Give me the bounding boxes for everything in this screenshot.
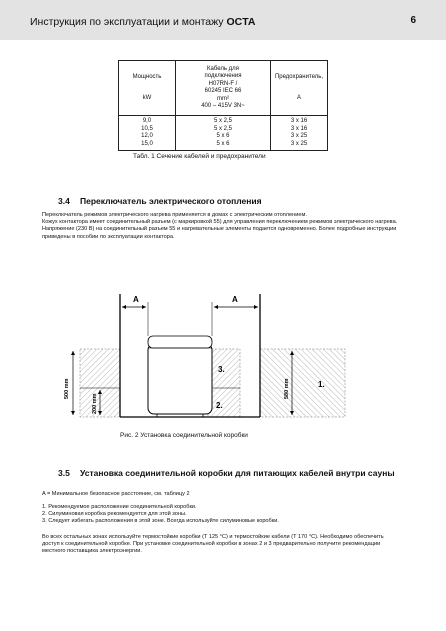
header-cable-line: 400 – 415V 3N~ (201, 103, 245, 109)
header-cable-line: Кабель для (207, 65, 239, 72)
fuse-value: 3 x 25 (290, 133, 308, 139)
arrow-head (71, 411, 75, 415)
header-fuse-unit: A (296, 95, 301, 101)
zone-1-label: 1. (318, 380, 325, 389)
section-heading: Переключатель электрического отопления (80, 196, 262, 206)
section-title (58, 468, 395, 478)
page-number: 6 (410, 15, 416, 26)
fuse-value: 3 x 25 (290, 140, 308, 147)
table-row (119, 116, 328, 151)
cable-value: 5 x 2,5 (213, 125, 232, 132)
header-fuse-cell (271, 61, 328, 116)
zone-hatch-right (208, 349, 240, 417)
arrow-head (214, 305, 218, 309)
dimension-580-label: 580 mm (284, 378, 290, 399)
table-caption: Табл. 1 Сечение кабелей и предохранители (133, 153, 266, 160)
header-title (30, 16, 255, 28)
header-cable-cell (176, 61, 271, 116)
section-heading: Установка соединительной коробки для питающих кабелей внутри сауны (80, 468, 395, 478)
paragraph: Кожух контактора имеет соединительный разъем (с маркировкой 55) для управления переключением режимов электрического нагрева. (42, 219, 398, 226)
page-header (0, 0, 446, 40)
section-body (42, 212, 402, 241)
header-power-label: Мощность (132, 73, 162, 80)
table-header-row (119, 61, 328, 116)
header-fuse-label: Предохранитель, (274, 73, 324, 80)
header-power-unit: kW (142, 95, 152, 101)
power-value: 12,0 (141, 133, 153, 139)
arrow-head (254, 305, 258, 309)
zone-hatch-wall (260, 349, 345, 417)
arrow-head (71, 351, 75, 355)
header-brand: OCTA (226, 16, 256, 28)
power-value: 9,0 (142, 118, 152, 124)
dimension-200-label: 200 mm (92, 393, 98, 414)
heater-top (148, 336, 212, 348)
cable-value: 5 x 6 (216, 133, 230, 139)
section-title (58, 196, 262, 206)
arrow-head (142, 305, 146, 309)
note-a: A = Минимальное безопасное расстояние, см. таблицу 2 (42, 491, 190, 497)
zone-3-label: 3. (218, 365, 225, 374)
section-number: 3.5 (58, 468, 70, 478)
dimension-a-right-label: A (232, 295, 238, 304)
dimension-a-left-label: A (133, 295, 139, 304)
cable-value: 5 x 6 (216, 140, 230, 147)
power-values (119, 116, 176, 151)
list-item: 3. Следует избегать расположения в этой зоне. Всегда используйте силуминовые коробки. (42, 518, 279, 525)
header-power-cell (119, 61, 176, 116)
fuse-value: 3 x 16 (290, 118, 308, 124)
arrow-head (122, 305, 126, 309)
cable-value: 5 x 2,5 (213, 118, 232, 124)
zone-2-label: 2. (216, 401, 223, 410)
power-value: 15,0 (141, 140, 153, 147)
section-number: 3.4 (58, 196, 70, 206)
power-value: 10,5 (141, 125, 153, 132)
cable-table (118, 60, 328, 151)
list-item: 1. Рекомендуемое расположение соединительной коробки. (42, 504, 197, 510)
dimension-500-label: 500 mm (64, 378, 70, 399)
header-cable-line: mm² (217, 95, 229, 102)
list-item: 2. Силуминовая коробка рекомендуется для этой зоны. (42, 511, 187, 518)
paragraph: Переключатель режимов электрического нагрева применяется в домах с электрическим отоплением. (42, 212, 307, 218)
paragraph: Напряжение (230 В) на соединительный разъем 55 и нагревательные элементы подается одновременно. Более подробные инструкции приведены в пособии по эксплуатации контактора. (42, 226, 397, 240)
header-title-text: Инструкция по эксплуатации и монтажу (30, 16, 224, 28)
figure-caption: Рис. 2 Установка соединительной коробки (120, 432, 248, 439)
header-cable-line: H07RN-F / (208, 80, 238, 87)
fuse-value: 3 x 16 (290, 125, 308, 132)
heater-body (148, 344, 212, 414)
header-cable-line: 60245 IEC 66 (204, 88, 242, 94)
zone-list (42, 504, 402, 526)
junction-box-diagram (60, 284, 360, 424)
cable-values (176, 116, 271, 151)
header-cable-line: подключения (204, 73, 242, 79)
closing-paragraph: Во всех остальных зонах используйте термостойкие коробки (T 125 °C) и термостойкие кабели (T 170 °C). Необходимо обеспечить доступ к соединительной коробке. При установке соединительной коробки в зонах 2 и 3 предварительно получите рекомендации местного поставщика электроэнергии. (42, 534, 384, 555)
fuse-values (271, 116, 328, 151)
